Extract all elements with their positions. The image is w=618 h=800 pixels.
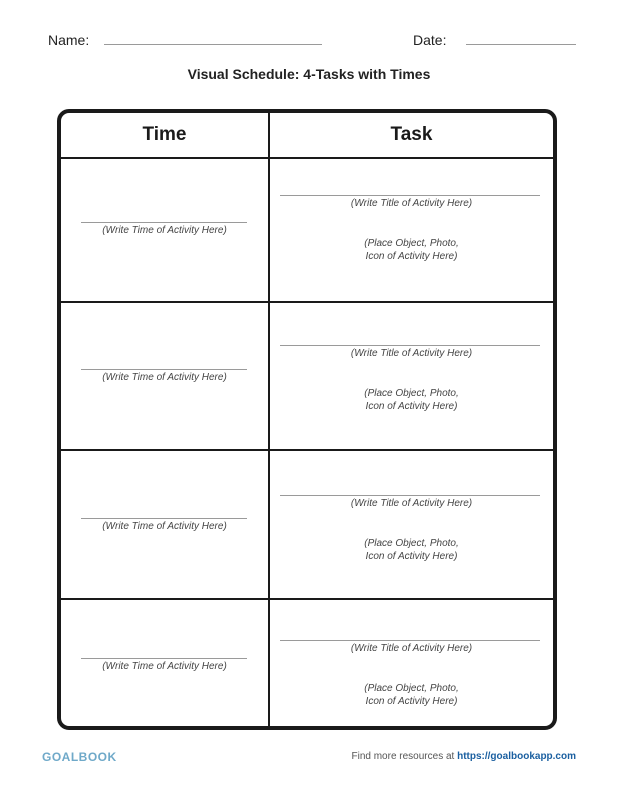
title-hint: (Write Title of Activity Here) xyxy=(350,643,473,654)
goalbook-link[interactable]: https://goalbookapp.com xyxy=(457,751,576,762)
row-divider xyxy=(61,449,553,451)
footer-resources-text: Find more resources at xyxy=(351,751,455,762)
object-hint-line1: (Place Object, Photo, xyxy=(364,238,459,249)
title-write-line[interactable] xyxy=(280,640,540,641)
object-hint-line1: (Place Object, Photo, xyxy=(364,683,459,694)
title-hint: (Write Title of Activity Here) xyxy=(350,348,473,359)
time-hint: (Write Time of Activity Here) xyxy=(102,661,227,672)
task-column-header: Task xyxy=(390,124,433,145)
time-write-line[interactable] xyxy=(81,222,247,223)
title-hint: (Write Title of Activity Here) xyxy=(350,498,473,509)
object-hint-line2: Icon of Activity Here) xyxy=(365,251,458,262)
footer-resources xyxy=(352,751,577,762)
time-column-header: Time xyxy=(142,124,187,145)
object-hint-line2: Icon of Activity Here) xyxy=(365,401,458,412)
time-hint: (Write Time of Activity Here) xyxy=(102,521,227,532)
row-divider xyxy=(61,301,553,303)
schedule-table xyxy=(57,109,557,730)
title-write-line[interactable] xyxy=(280,195,540,196)
row-divider xyxy=(61,598,553,600)
name-label: Name: xyxy=(48,32,90,48)
time-write-line[interactable] xyxy=(81,369,247,370)
time-write-line[interactable] xyxy=(81,658,247,659)
object-hint-line1: (Place Object, Photo, xyxy=(364,388,459,399)
header-divider xyxy=(61,157,553,159)
object-hint-line2: Icon of Activity Here) xyxy=(365,696,458,707)
date-field[interactable] xyxy=(466,44,576,45)
goalbook-logo: GOALBOOK xyxy=(42,750,117,764)
time-hint: (Write Time of Activity Here) xyxy=(102,225,227,236)
page-title: Visual Schedule: 4-Tasks with Times xyxy=(187,66,431,82)
object-hint-line1: (Place Object, Photo, xyxy=(364,538,459,549)
date-label: Date: xyxy=(413,32,447,48)
time-hint: (Write Time of Activity Here) xyxy=(102,372,227,383)
name-field[interactable] xyxy=(104,44,322,45)
title-write-line[interactable] xyxy=(280,495,540,496)
object-hint-line2: Icon of Activity Here) xyxy=(365,551,458,562)
time-write-line[interactable] xyxy=(81,518,247,519)
title-write-line[interactable] xyxy=(280,345,540,346)
title-hint: (Write Title of Activity Here) xyxy=(350,198,473,209)
